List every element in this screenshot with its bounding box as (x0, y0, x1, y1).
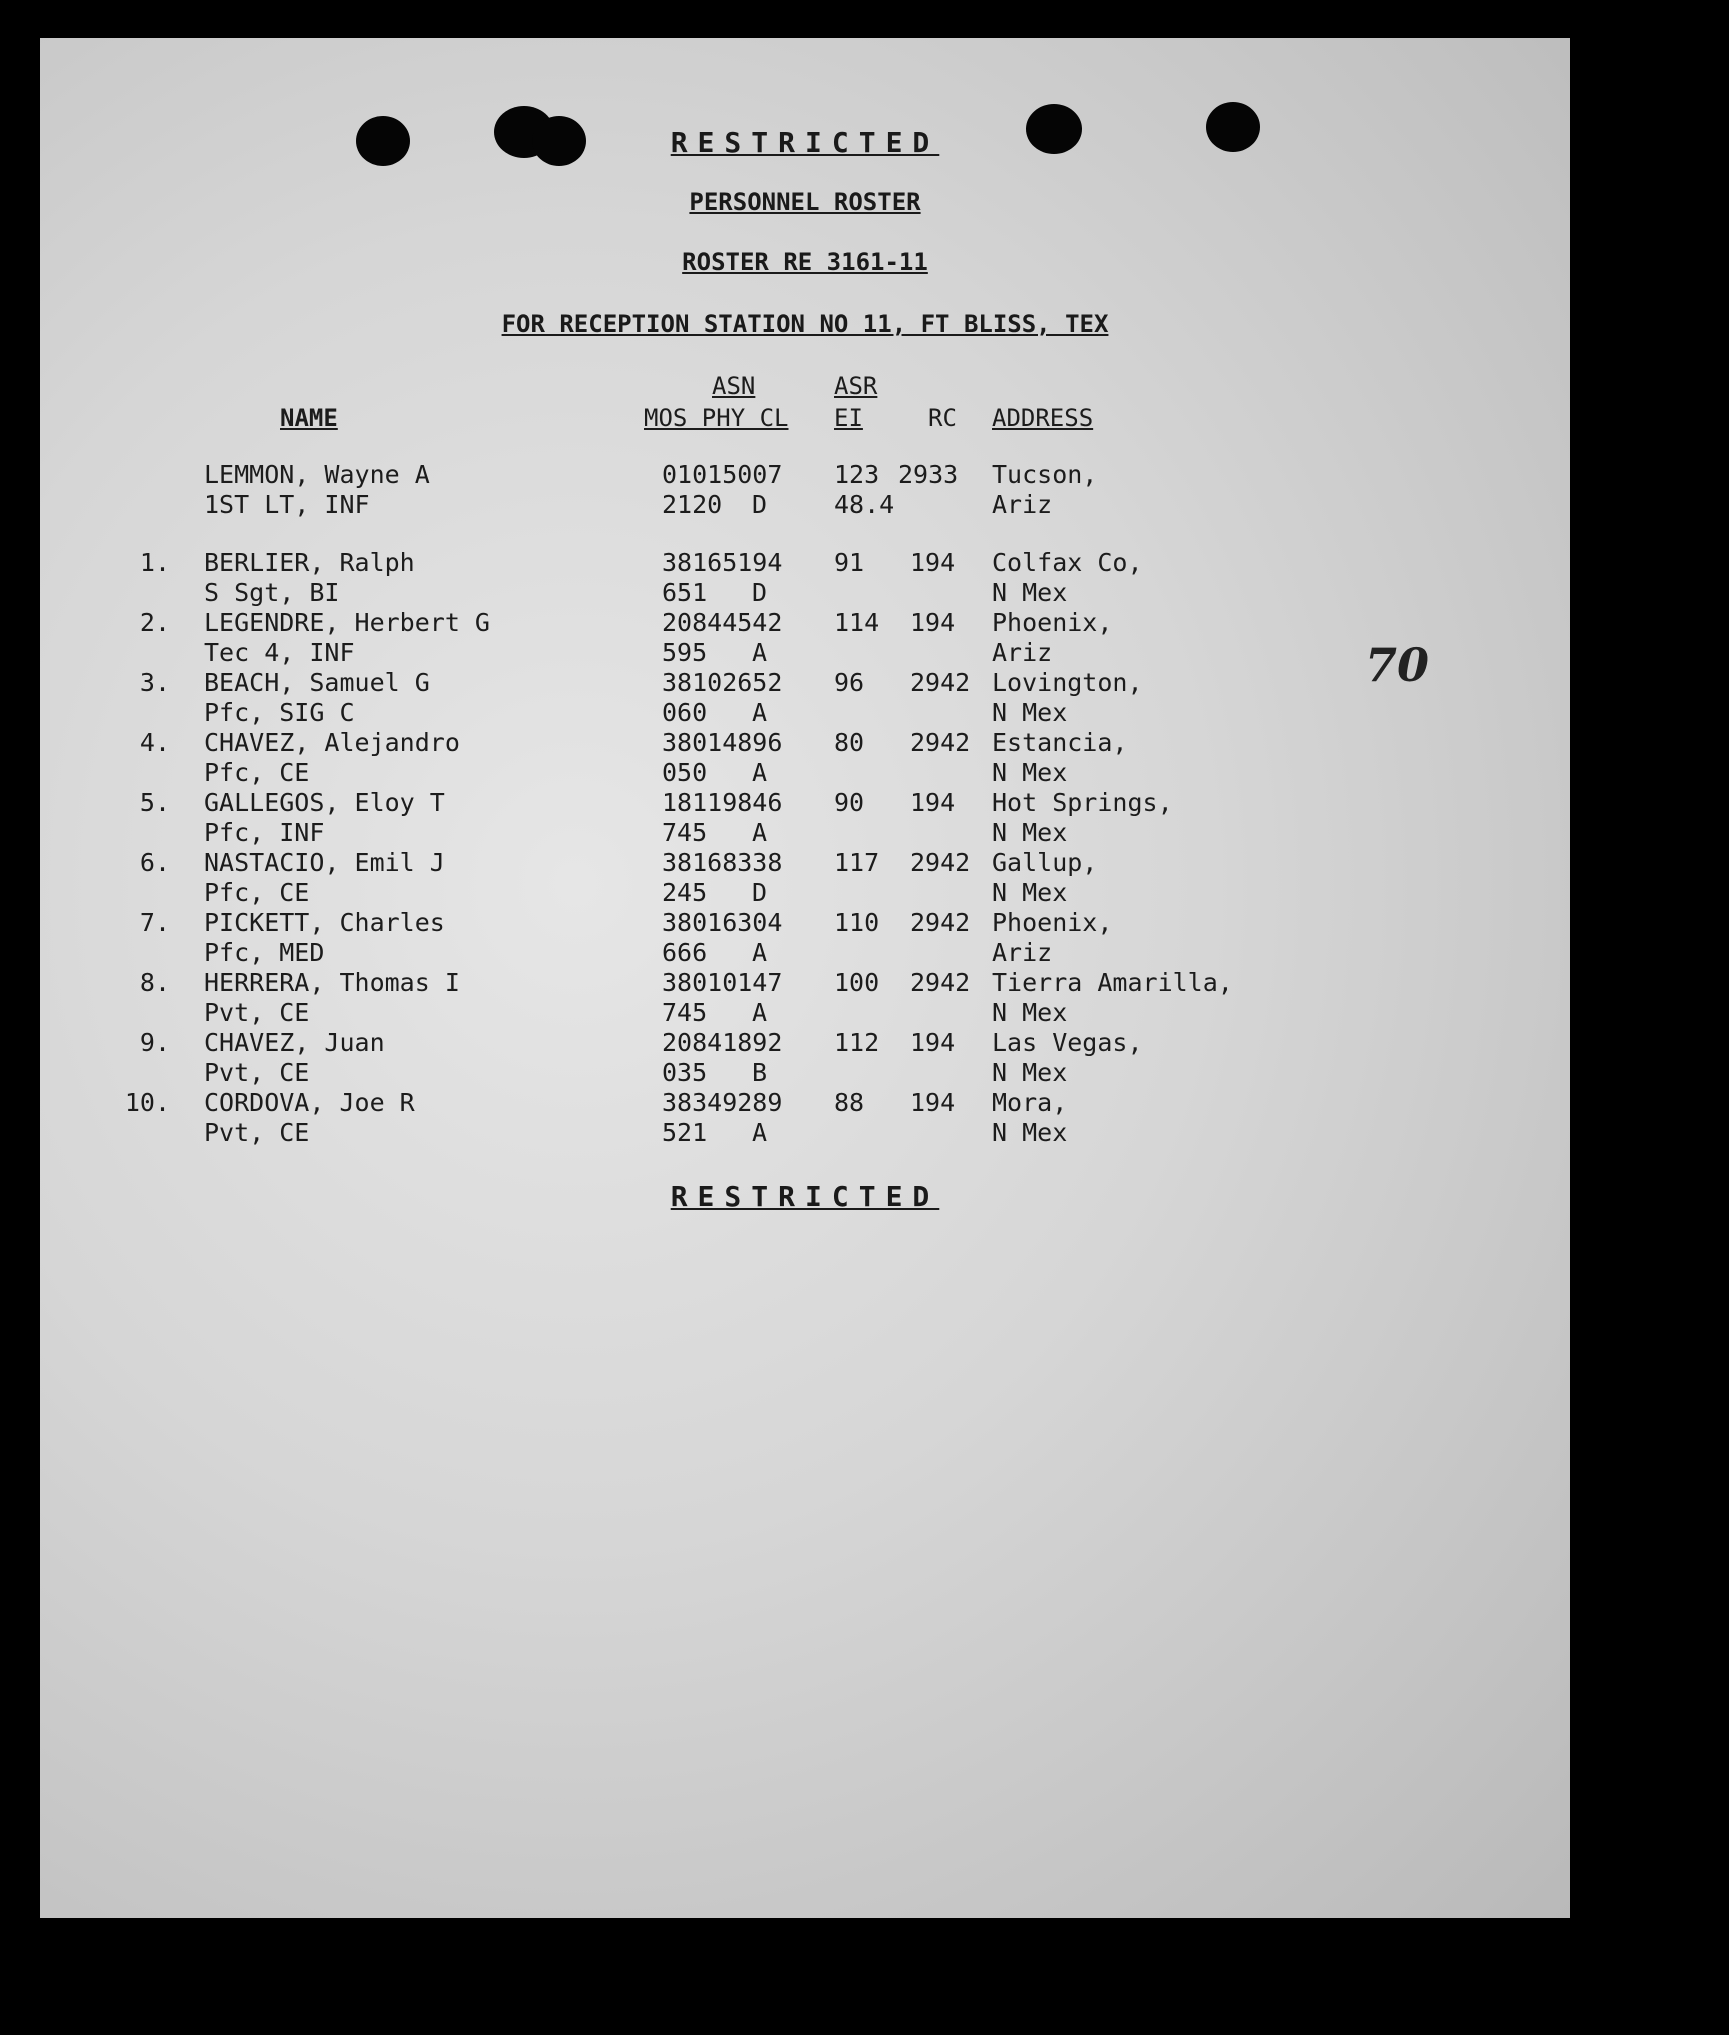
soldier-city: Lovington, (992, 668, 1143, 697)
classification-footer: RESTRICTED (670, 1180, 940, 1213)
soldier-rc: 194 (910, 788, 956, 817)
soldier-rank: Pfc, CE (204, 758, 310, 787)
soldier-asn: 38168338 (662, 848, 783, 877)
soldier-asn: 38014896 (662, 728, 783, 757)
soldier-mos: 595 (662, 638, 708, 667)
row-number: 8. (139, 968, 170, 997)
soldier-city: Estancia, (992, 728, 1128, 757)
column-header-ei: EI (834, 404, 863, 432)
soldier-asr: 80 (834, 728, 865, 757)
soldier-rank: Pvt, CE (204, 998, 310, 1027)
soldier-name: CHAVEZ, Alejandro (204, 728, 460, 757)
soldier-rc: 2942 (910, 968, 971, 997)
officer-rc: 2933 (898, 460, 959, 489)
soldier-city: Hot Springs, (992, 788, 1173, 817)
soldier-rc: 2942 (910, 908, 971, 937)
soldier-phy: A (752, 818, 768, 847)
soldier-asn: 20841892 (662, 1028, 783, 1057)
soldier-mos: 050 (662, 758, 708, 787)
officer-asr: 123 (834, 460, 880, 489)
station-line: FOR RECEPTION STATION NO 11, FT BLISS, TEX (501, 310, 1109, 338)
column-header-rc: RC (928, 404, 957, 432)
column-header-name: NAME (280, 404, 338, 432)
soldier-phy: A (752, 1118, 768, 1147)
soldier-asr: 100 (834, 968, 880, 997)
officer-phy: D (752, 490, 768, 519)
soldier-name: BEACH, Samuel G (204, 668, 430, 697)
soldier-phy: A (752, 998, 768, 1027)
soldier-city: Phoenix, (992, 908, 1113, 937)
soldier-mos: 521 (662, 1118, 708, 1147)
row-number: 6. (139, 848, 170, 877)
soldier-mos: 245 (662, 878, 708, 907)
soldier-phy: A (752, 758, 768, 787)
column-header-asr: ASR (834, 372, 878, 400)
soldier-name: LEGENDRE, Herbert G (204, 608, 490, 637)
soldier-rank: Pfc, MED (204, 938, 325, 967)
soldier-state: N Mex (992, 998, 1068, 1027)
soldier-state: N Mex (992, 878, 1068, 907)
soldier-asn: 20844542 (662, 608, 783, 637)
officer-ei: 48.4 (834, 490, 895, 519)
officer-asn: 01015007 (662, 460, 783, 489)
soldier-asr: 90 (834, 788, 865, 817)
soldier-rc: 194 (910, 608, 956, 637)
soldier-name: PICKETT, Charles (204, 908, 445, 937)
row-number: 7. (139, 908, 170, 937)
soldier-rank: Pvt, CE (204, 1118, 310, 1147)
roster-page (40, 38, 1570, 1918)
soldier-asn: 38102652 (662, 668, 783, 697)
soldier-mos: 651 (662, 578, 708, 607)
soldier-city: Colfax Co, (992, 548, 1143, 577)
soldier-rc: 2942 (910, 668, 971, 697)
soldier-rank: Tec 4, INF (204, 638, 355, 667)
soldier-city: Las Vegas, (992, 1028, 1143, 1057)
classification-header: RESTRICTED (670, 126, 940, 159)
soldier-phy: A (752, 938, 768, 967)
soldier-name: BERLIER, Ralph (204, 548, 415, 577)
soldier-rank: Pfc, CE (204, 878, 310, 907)
soldier-phy: D (752, 878, 768, 907)
soldier-mos: 745 (662, 818, 708, 847)
soldier-city: Mora, (992, 1088, 1068, 1117)
soldier-asr: 117 (834, 848, 880, 877)
margin-page-mark: 70 (1365, 638, 1430, 692)
soldier-state: Ariz (992, 938, 1053, 967)
officer-state: Ariz (992, 490, 1053, 519)
row-number: 2. (139, 608, 170, 637)
row-number: 9. (139, 1028, 170, 1057)
soldier-asr: 96 (834, 668, 865, 697)
soldier-state: N Mex (992, 578, 1068, 607)
row-number: 10. (124, 1088, 170, 1117)
roster-number: ROSTER RE 3161-11 (682, 248, 928, 276)
soldier-asr: 114 (834, 608, 880, 637)
soldier-asn: 18119846 (662, 788, 783, 817)
soldier-state: N Mex (992, 758, 1068, 787)
soldier-name: CHAVEZ, Juan (204, 1028, 385, 1057)
soldier-state: N Mex (992, 1058, 1068, 1087)
officer-mos: 2120 (662, 490, 723, 519)
soldier-phy: B (752, 1058, 768, 1087)
soldier-city: Gallup, (992, 848, 1098, 877)
soldier-state: N Mex (992, 698, 1068, 727)
soldier-phy: A (752, 698, 768, 727)
soldier-rc: 2942 (910, 848, 971, 877)
soldier-city: Phoenix, (992, 608, 1113, 637)
soldier-mos: 035 (662, 1058, 708, 1087)
document-title: PERSONNEL ROSTER (689, 188, 921, 216)
soldier-rank: Pfc, INF (204, 818, 325, 847)
row-number: 5. (139, 788, 170, 817)
officer-name: LEMMON, Wayne A (204, 460, 430, 489)
soldier-phy: D (752, 578, 768, 607)
soldier-asn: 38016304 (662, 908, 783, 937)
soldier-rc: 2942 (910, 728, 971, 757)
column-header-address: ADDRESS (992, 404, 1094, 432)
row-number: 3. (139, 668, 170, 697)
soldier-rc: 194 (910, 548, 956, 577)
officer-rank: 1ST LT, INF (204, 490, 370, 519)
soldier-asr: 110 (834, 908, 880, 937)
soldier-state: Ariz (992, 638, 1053, 667)
soldier-state: N Mex (992, 818, 1068, 847)
row-number: 1. (139, 548, 170, 577)
officer-city: Tucson, (992, 460, 1098, 489)
soldier-asn: 38010147 (662, 968, 783, 997)
soldier-city: Tierra Amarilla, (992, 968, 1233, 997)
soldier-rc: 194 (910, 1028, 956, 1057)
soldier-name: GALLEGOS, Eloy T (204, 788, 445, 817)
soldier-asn: 38349289 (662, 1088, 783, 1117)
soldier-name: NASTACIO, Emil J (204, 848, 445, 877)
soldier-mos: 745 (662, 998, 708, 1027)
soldier-rank: S Sgt, BI (204, 578, 340, 607)
soldier-mos: 666 (662, 938, 708, 967)
soldier-rank: Pfc, SIG C (204, 698, 355, 727)
soldier-asr: 91 (834, 548, 865, 577)
soldier-name: HERRERA, Thomas I (204, 968, 460, 997)
column-header-asn: ASN (712, 372, 756, 400)
column-header-mos-phy-cl: MOS PHY CL (644, 404, 789, 432)
soldier-rank: Pvt, CE (204, 1058, 310, 1087)
soldier-rc: 194 (910, 1088, 956, 1117)
soldier-asr: 88 (834, 1088, 865, 1117)
soldier-mos: 060 (662, 698, 708, 727)
soldier-asn: 38165194 (662, 548, 783, 577)
soldier-name: CORDOVA, Joe R (204, 1088, 415, 1117)
row-number: 4. (139, 728, 170, 757)
soldier-phy: A (752, 638, 768, 667)
soldier-asr: 112 (834, 1028, 880, 1057)
soldier-state: N Mex (992, 1118, 1068, 1147)
